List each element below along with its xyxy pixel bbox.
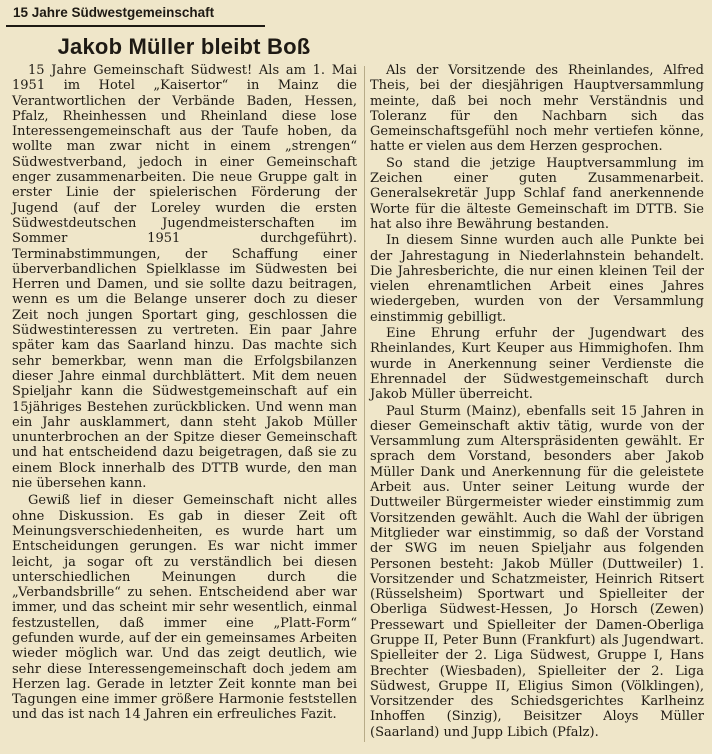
paragraph: Gewiß lief in dieser Gemeinschaft nicht alles ohne Diskussion. Es gab in dieser Zeit oft Meinungsverschiedenheiten, es wurde hart um Entscheidungen gerungen. Es war nicht immer leicht, ja sogar oft zu verständlich bei diesen unterschiedlichen Meinungen durch die „Verbandsbrille“ zu sehen. Entscheidend aber war immer, und das scheint mir sehr wesentlich, einmal festzustellen, daß immer eine „Platt-Form“ gefunden wurde, auf der ein gemeinsames Arbeiten wieder möglich war. Und das zeigt deutlich, wie sehr diese Interessengemeinschaft doch jedem am Herzen lag. Gerade in letzter Zeit konnte man bei Tagungen eine immer größere Harmonie feststellen und das ist nach 14 Jahren ein erfreuliches Fazit. bbox=[12, 493, 357, 723]
paragraph: Paul Sturm (Mainz), ebenfalls seit 15 Jahren in dieser Gemeinschaft aktiv tätig, wurde von der Versammlung zum Alterspräsidenten gewählt. Er sprach dem Vorstand, besonders aber Jakob Müller Dank und Anerkennung für die geleistete Arbeit aus. Unter seiner Leitung wurde der Duttweiler Bürgermeister wieder einstimmig zum Vorsitzenden gewählt. Auch die Wahl der übrigen Mitglieder war einstimmig, so daß der Vorstand der SWG im neuen Spieljahr aus folgenden Personen besteht: Jakob Müller (Duttweiler) 1. Vorsitzender und Schatzmeister, Heinrich Ritsert (Rüsselsheim) Sportwart und Spielleiter der Oberliga Südwest-Hessen, Jo Horsch (Zewen) Pressewart und Spielleiter der Damen-Oberliga Gruppe II, Peter Bunn (Frankfurt) als Jugendwart. Spielleiter der 2. Liga Südwest, Gruppe I, Hans Brechter (Wiesbaden), Spielleiter der 2. Liga Südwest, Gruppe II, Eligius Simon (Völklingen), Vorsitzender des Schiedsgerichtes Karlheinz Inhoffen (Sinzig), Beisitzer Aloys Müller (Saarland) und Jupp Libich (Pfalz). bbox=[370, 403, 704, 740]
kicker-underline bbox=[6, 25, 265, 27]
paragraph: So stand die jetzige Hauptversammlung im Zeichen einer guten Zusammenarbeit. Generalsekretär Jupp Schlaf fand anerkennende Worte für die älteste Gemeinschaft im DTTB. Sie hat also ihre Bewährung bestanden. bbox=[370, 155, 704, 232]
article-column-left bbox=[12, 63, 357, 723]
article-column-right bbox=[370, 63, 704, 740]
paragraph: 15 Jahre Gemeinschaft Südwest! Als am 1. Mai 1951 im Hotel „Kaisertor“ in Mainz die Verantwortlichen der Verbände Baden, Hessen, Pfalz, Rheinhessen und Rheinland diese lose Interessengemeinschaft aus der Taufe hoben, da wollte man zwar nicht in einem „strengen“ Südwestverband, jedoch in einer Gemeinschaft enger zusammenarbeiten. Die neue Gruppe galt in erster Linie der spielerischen Förderung der Jugend (auf der Loreley wurden die ersten Südwestdeutschen Jugendmeisterschaften im Sommer 1951 durchgeführt). Terminabstimmungen, der Schaffung einer überverbandlichen Spielklasse im Südwesten bei Herren und Damen, und sie sollte dazu beitragen, wenn es um die Belange unserer doch zu dieser Zeit noch jungen Sportart ging, geschlossen die Südwestinteressen zu vertreten. Ein paar Jahre später kam das Saarland hinzu. Das machte sich sehr bemerkbar, wenn man die Erfolgsbilanzen dieser Jahre einmal durchblättert. Mit dem neuen Spieljahr kann die Südwestgemeinschaft auf ein 15jähriges Bestehen zurückblicken. Und wenn man ein Jahr ausklammert, dann steht Jakob Müller ununterbrochen an der Spitze dieser Gemeinschaft und hat entscheidend dazu beigetragen, daß sie zu einem Block innerhalb des DTTB wurde, den man nie übersehen kann. bbox=[12, 63, 357, 492]
paragraph: In diesem Sinne wurden auch alle Punkte bei der Jahrestagung in Niederlahnstein behandelt. Die Jahresberichte, die nur einen kleinen Teil der vielen ehrenamtlichen Arbeit eines Jahres wiedergeben, wurden von der Versammlung einstimmig gebilligt. bbox=[370, 233, 704, 325]
section-kicker: 15 Jahre Südwestgemeinschaft bbox=[13, 5, 215, 20]
paragraph: Als der Vorsitzende des Rheinlandes, Alfred Theis, bei der diesjährigen Hauptversammlung meinte, daß bei noch mehr Verständnis und Toleranz für den Nachbarn sich das Gemeinschaftsgefühl noch mehr vertiefen könne, hatte er vielen aus dem Herzen gesprochen. bbox=[370, 63, 704, 155]
article-headline: Jakob Müller bleibt Boß bbox=[57, 34, 311, 59]
column-divider bbox=[364, 66, 365, 742]
paragraph: Eine Ehrung erfuhr der Jugendwart des Rheinlandes, Kurt Keuper aus Himmighofen. Ihm wurde in Anerkennung seiner Verdienste die Ehrennadel der Südwestgemeinschaft durch Jakob Müller überreicht. bbox=[370, 326, 704, 403]
